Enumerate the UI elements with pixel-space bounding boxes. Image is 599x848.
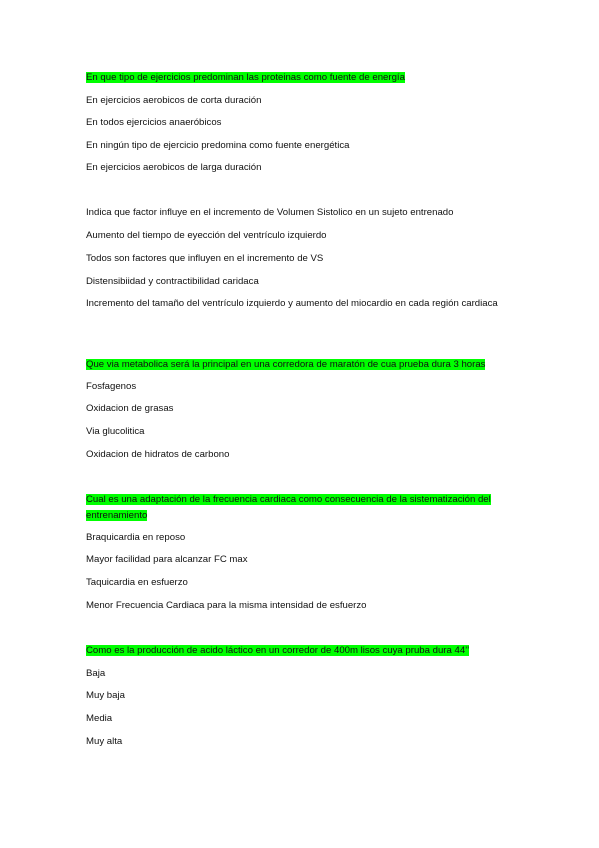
question-2 [86,205,453,221]
question-1-option-4: En ejercicios aerobicos de larga duración [86,162,262,173]
question-2-option-4: Incremento del tamaño del ventrículo izquierdo y aumento del miocardio en cada región cardiaca [86,298,498,309]
question-1-option-3: En ningún tipo de ejercicio predomina como fuente energética [86,140,350,151]
question-3 [86,357,485,373]
question-3-option-3: Via glucolitica [86,426,145,437]
question-4-option-4: Menor Frecuencia Cardiaca para la misma intensidad de esfuerzo [86,600,367,611]
question-5-option-4: Muy alta [86,736,123,747]
question-2-text: Indica que factor influye en el incremento de Volumen Sistolico en un sujeto entrenado [86,207,454,218]
question-5-option-1: Baja [86,668,106,679]
question-4-option-1: Braquicardia en reposo [86,532,186,543]
question-2-option-3: Distensibiidad y contractibilidad caridaca [86,276,259,287]
question-2-option-1: Aumento del tiempo de eyección del ventrículo izquierdo [86,230,327,241]
question-1-option-1: En ejercicios aerobicos de corta duración [86,95,262,106]
question-3-option-1: Fosfagenos [86,381,137,392]
question-4-option-3: Taquicardia en esfuerzo [86,577,188,588]
question-5-text: Como es la producción de acido láctico en un corredor de 400m lisos cuya pruba dura 44’’ [86,645,470,656]
question-2-option-2: Todos son factores que influyen en el incremento de VS [86,253,324,264]
question-3-option-2: Oxidacion de grasas [86,403,174,414]
question-3-option-4: Oxidacion de hidratos de carbono [86,449,230,460]
question-4-text: Cual es una adaptación de la frecuencia cardiaca como consecuencia de la sistematización del entrenamiento [86,494,491,521]
question-5 [86,643,469,659]
question-4 [86,492,508,524]
question-4-option-2: Mayor facilidad para alcanzar FC max [86,554,248,565]
question-5-option-2: Muy baja [86,690,125,701]
question-1 [86,70,405,86]
question-3-text: Que via metabolica será la principal en una corredora de maratón de cua prueba dura 3 horas [86,359,486,370]
question-1-text: En que tipo de ejercicios predominan las proteinas como fuente de energía [86,72,405,83]
question-5-option-3: Media [86,713,113,724]
question-1-option-2: En todos ejercicios anaeróbicos [86,117,222,128]
